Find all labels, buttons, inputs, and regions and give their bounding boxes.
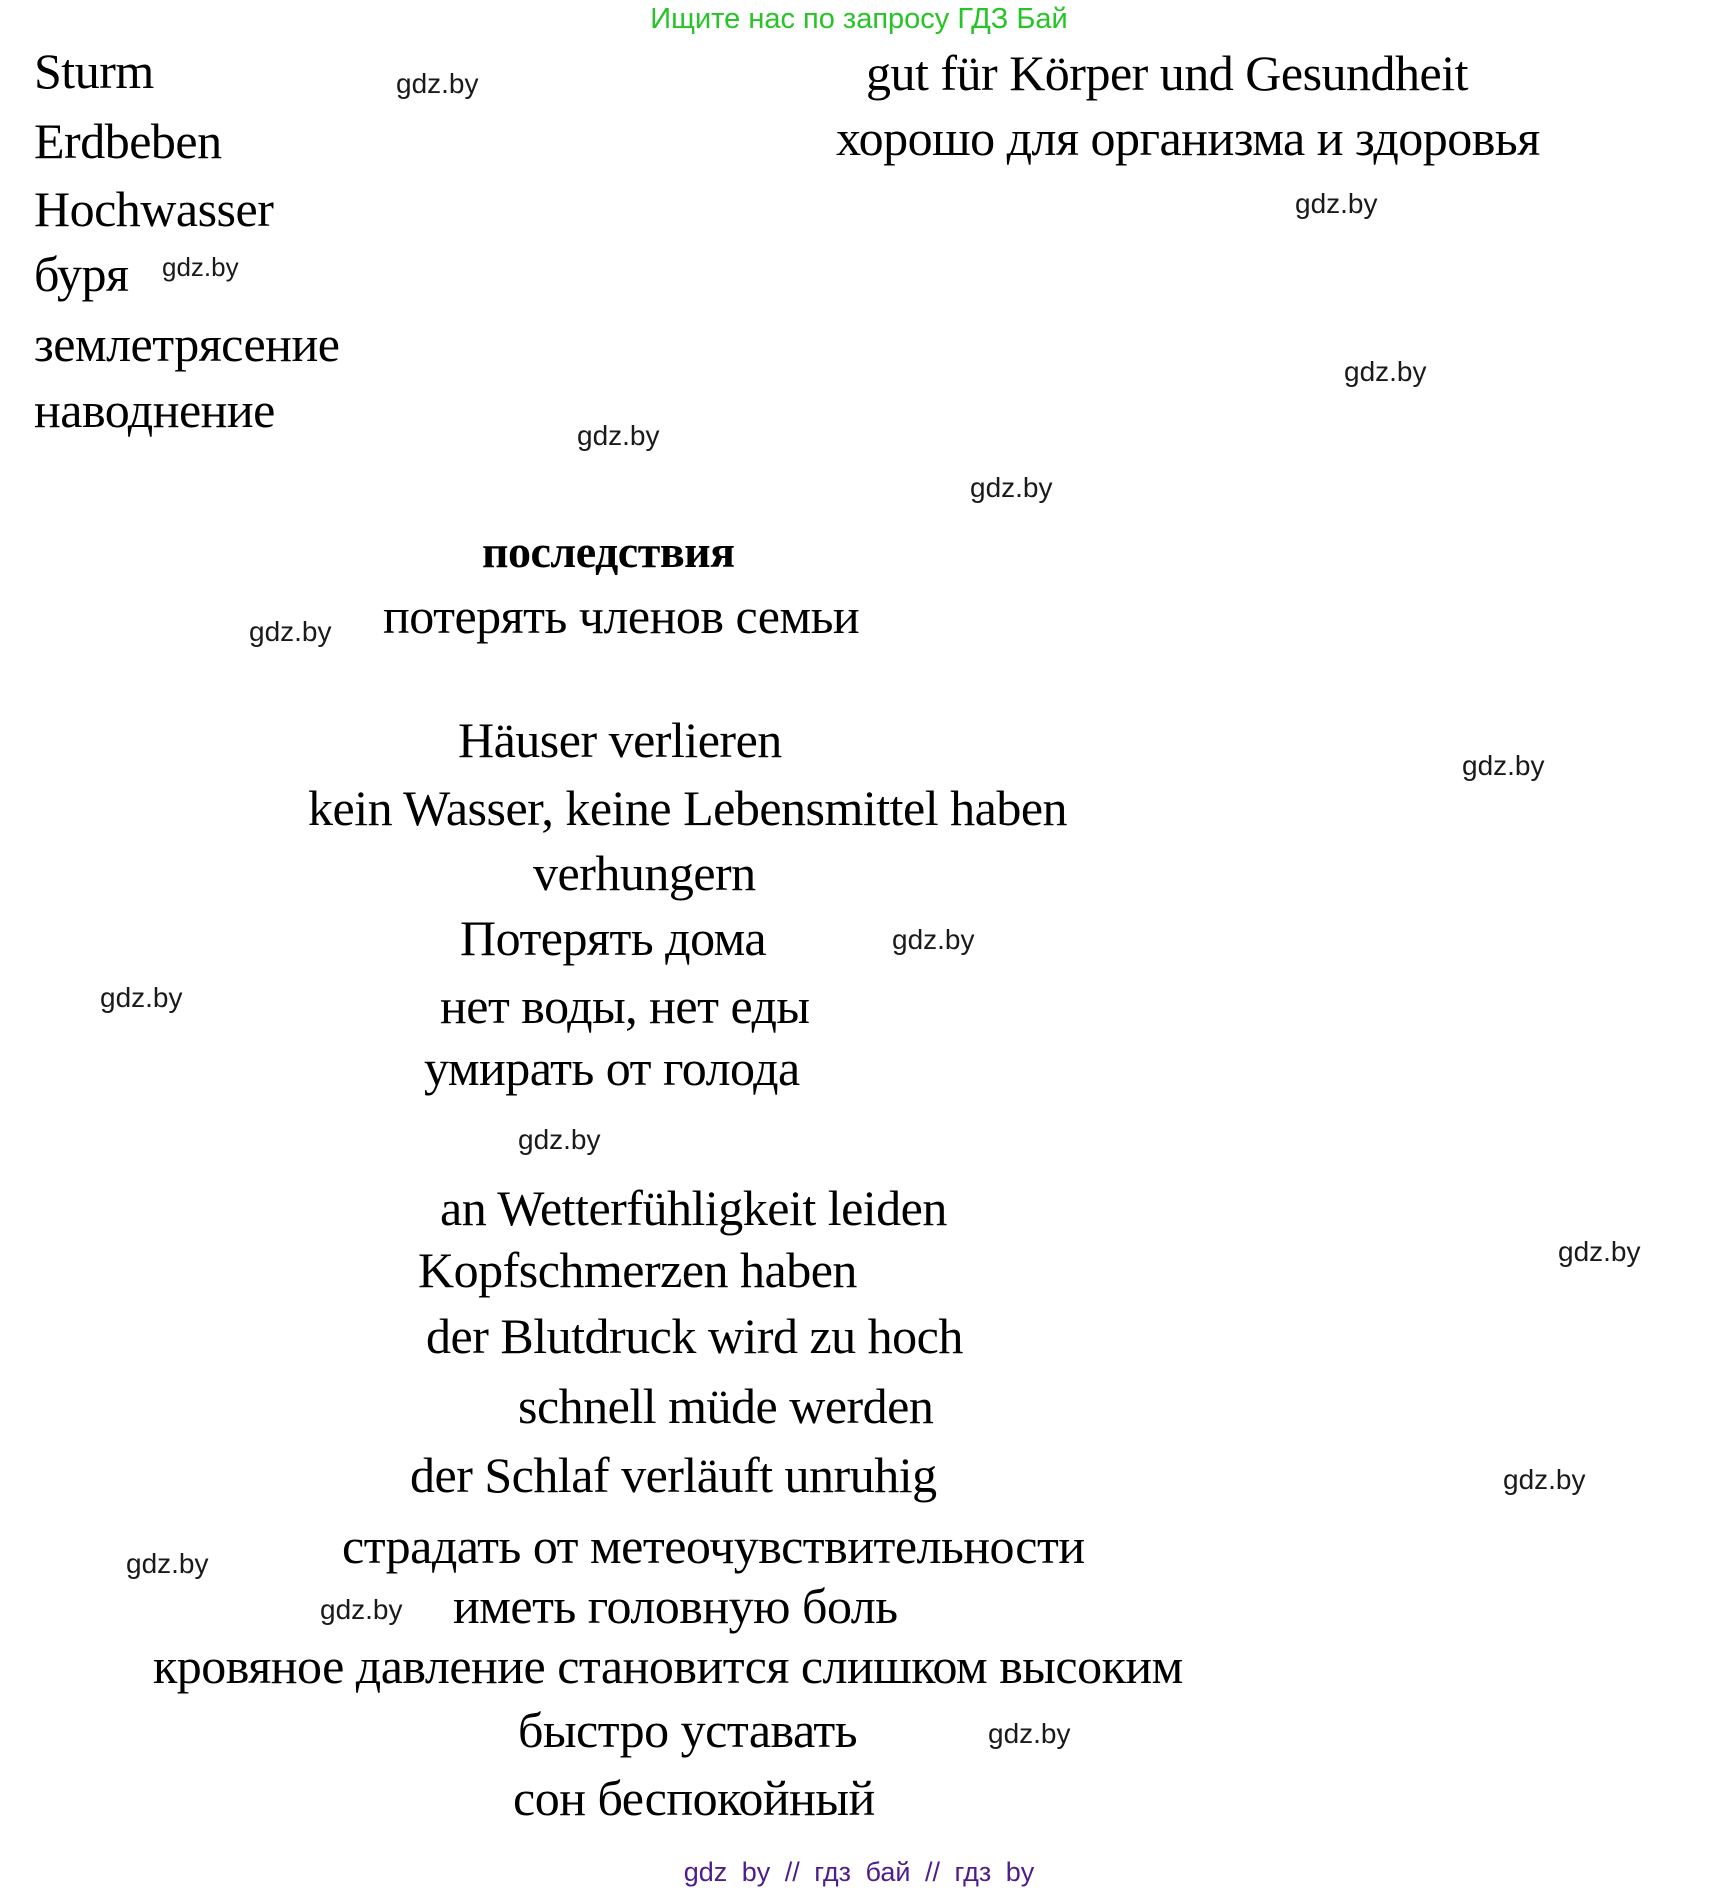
promo-banner: Ищите нас по запросу ГДЗ Бай	[650, 3, 1068, 35]
phrase-de-gut-fuer-koerper: gut für Körper und Gesundheit	[866, 45, 1469, 101]
gdz-watermark: gdz.by	[1295, 188, 1378, 219]
vocab-de-hochwasser: Hochwasser	[34, 181, 274, 237]
phrase-de-kein-wasser: kein Wasser, keine Lebensmittel haben	[308, 780, 1068, 836]
gdz-watermark: gdz.by	[970, 472, 1053, 503]
gdz-watermark: gdz.by	[320, 1594, 403, 1625]
phrase-ru-umirat-ot-goloda: умирать от голода	[424, 1040, 800, 1096]
gdz-watermark: gdz.by	[1558, 1236, 1641, 1267]
gdz-watermark: gdz.by	[126, 1548, 209, 1579]
phrase-ru-net-vody: нет воды, нет еды	[440, 978, 810, 1034]
phrase-ru-krovyanoe-davlenie: кровяное давление становится слишком высоким	[153, 1638, 1183, 1694]
footer-watermark: gdz by // гдз бай // гдз by	[683, 1857, 1035, 1887]
vocab-ru-navodnenie: наводнение	[34, 382, 275, 438]
phrase-de-blutdruck: der Blutdruck wird zu hoch	[426, 1308, 963, 1364]
phrase-de-haeuser-verlieren: Häuser verlieren	[458, 712, 782, 768]
gdz-watermark: gdz.by	[988, 1718, 1071, 1749]
gdz-watermark: gdz.by	[1344, 356, 1427, 387]
gdz-watermark: gdz.by	[1503, 1464, 1586, 1495]
phrase-de-kopfschmerzen: Kopfschmerzen haben	[418, 1242, 857, 1298]
gdz-watermark: gdz.by	[892, 924, 975, 955]
gdz-watermark: gdz.by	[396, 68, 479, 99]
gdz-watermark: gdz.by	[577, 420, 660, 451]
phrase-ru-imet-golovnuyu-bol: иметь головную боль	[453, 1578, 898, 1634]
vocab-ru-zemletryasenie: землетрясение	[34, 316, 340, 372]
gdz-watermark: gdz.by	[100, 982, 183, 1013]
phrase-de-verhungern: verhungern	[533, 845, 756, 901]
gdz-watermark: gdz.by	[1462, 750, 1545, 781]
heading-posledstviya: последствия	[482, 526, 735, 577]
gdz-watermark: gdz.by	[249, 616, 332, 647]
vocab-ru-burya: буря	[34, 246, 129, 302]
phrase-ru-son-bespokoyny: сон беспокойный	[513, 1770, 875, 1826]
phrase-ru-poteryat-chlenov-semyi: потерять членов семьи	[383, 588, 860, 644]
gdz-watermark: gdz.by	[518, 1124, 601, 1155]
phrase-ru-stradat-meteo: страдать от метеочувствительности	[342, 1518, 1085, 1574]
gdz-watermark: gdz.by	[162, 252, 239, 282]
vocab-de-erdbeben: Erdbeben	[34, 113, 222, 169]
phrase-de-schnell-muede: schnell müde werden	[518, 1378, 934, 1434]
phrase-ru-poteryat-doma: Потерять дома	[460, 910, 767, 966]
vocab-de-sturm: Sturm	[34, 43, 154, 99]
phrase-de-schlaf-unruhig: der Schlaf verläuft unruhig	[410, 1447, 937, 1503]
phrase-ru-bystro-ustavat: быстро уставать	[518, 1702, 858, 1758]
phrase-de-wetterfuehligkeit: an Wetterfühligkeit leiden	[440, 1180, 947, 1236]
phrase-ru-khorosho: хорошо для организма и здоровья	[836, 110, 1540, 166]
